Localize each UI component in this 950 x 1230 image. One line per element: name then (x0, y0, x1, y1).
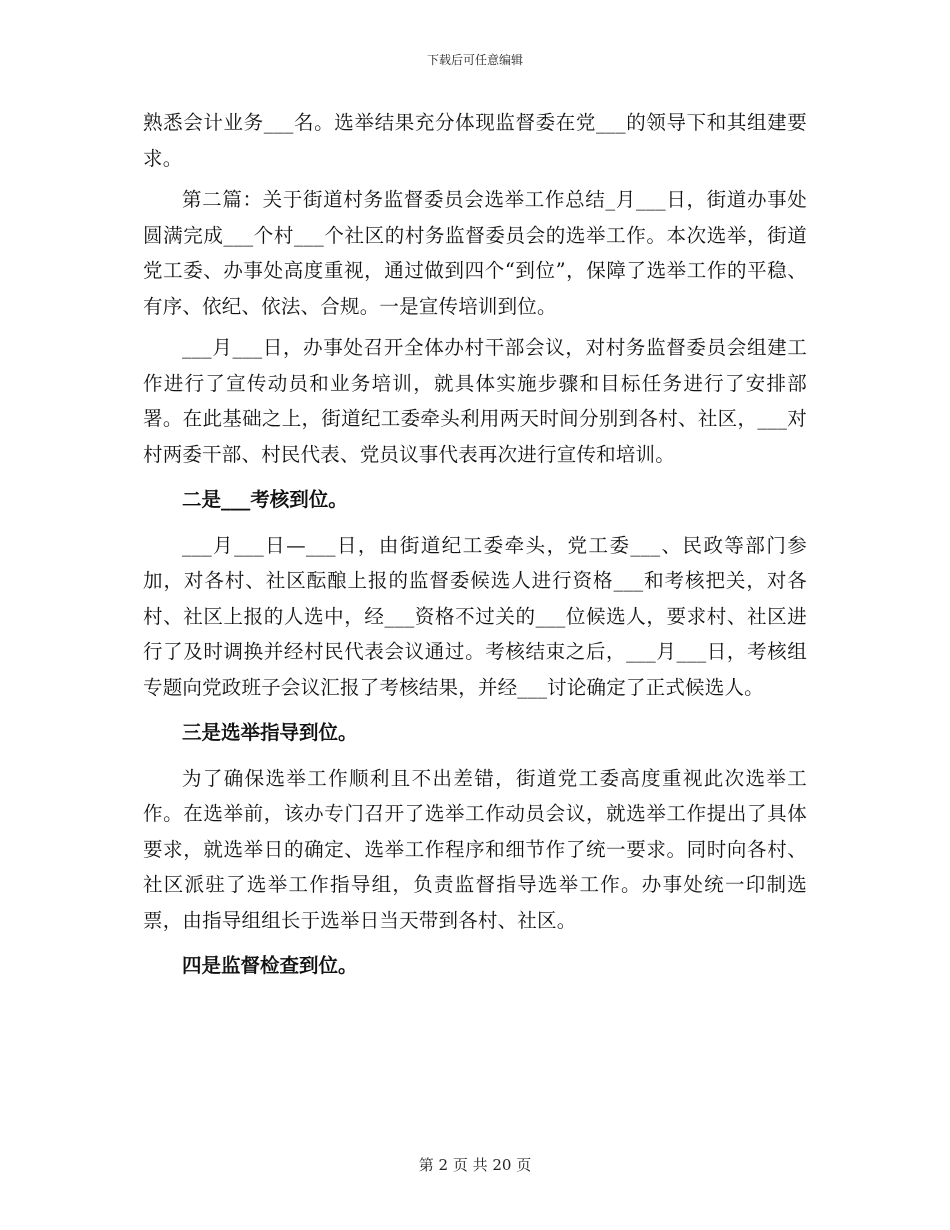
heading-election-guidance: 三是选举指导到位。 (182, 721, 358, 744)
heading-assessment: 二是___考核到位。 (182, 488, 348, 511)
paragraph-section-two-intro: 第二篇：关于街道村务监督委员会选举工作总结_月___日，街道办事处圆满完成___个村___个社区的村务监督委员会的选举工作。本次选举，街道党工委、办事处高度重视，通过做到四个“到位”，保障了选举工作的平稳、有序、依纪、依法、合规。一是宣传培训到位。 (143, 188, 807, 318)
document-body (143, 105, 807, 994)
paragraph-election-guidance: 为了确保选举工作顺利且不出差错，街道党工委高度重视此次选举工作。在选举前，该办专门召开了选举工作动员会议，就选举工作提出了具体要求，就选举日的确定、选举工作程序和细节作了统一要求。同时向各村、社区派驻了选举工作指导组，负责监督指导选举工作。办事处统一印制选票，由指导组组长于选举日当天带到各村、社区。 (143, 766, 807, 932)
paragraph-training: ___月___日，办事处召开全体办村干部会议，对村务监督委员会组建工作进行了宣传动员和业务培训，就具体实施步骤和目标任务进行了安排部署。在此基础之上，街道纪工委牵头利用两天时间分别到各村、社区，___对村两委干部、村民代表、党员议事代表再次进行宣传和培训。 (143, 336, 807, 466)
page-header-note: 下载后可任意编辑 (426, 53, 523, 67)
heading-supervision: 四是监督检查到位。 (182, 954, 358, 977)
paragraph-assessment: ___月___日—___日，由街道纪工委牵头，党工委___、民政等部门参加，对各村、社区酝酿上报的监督委候选人进行资格___和考核把关，对各村、社区上报的人选中，经___资格不过关的___位候选人，要求村、社区进行了及时调换并经村民代表会议通过。考核结束之后，___月___日，考核组专题向党政班子会议汇报了考核结果，并经___讨论确定了正式候选人。 (143, 533, 807, 699)
paragraph-continuation: 熟悉会计业务___名。选举结果充分体现监督委在党___的领导下和其组建要求。 (143, 111, 807, 170)
page-number: 第 2 页 共 20 页 (418, 1156, 532, 1174)
